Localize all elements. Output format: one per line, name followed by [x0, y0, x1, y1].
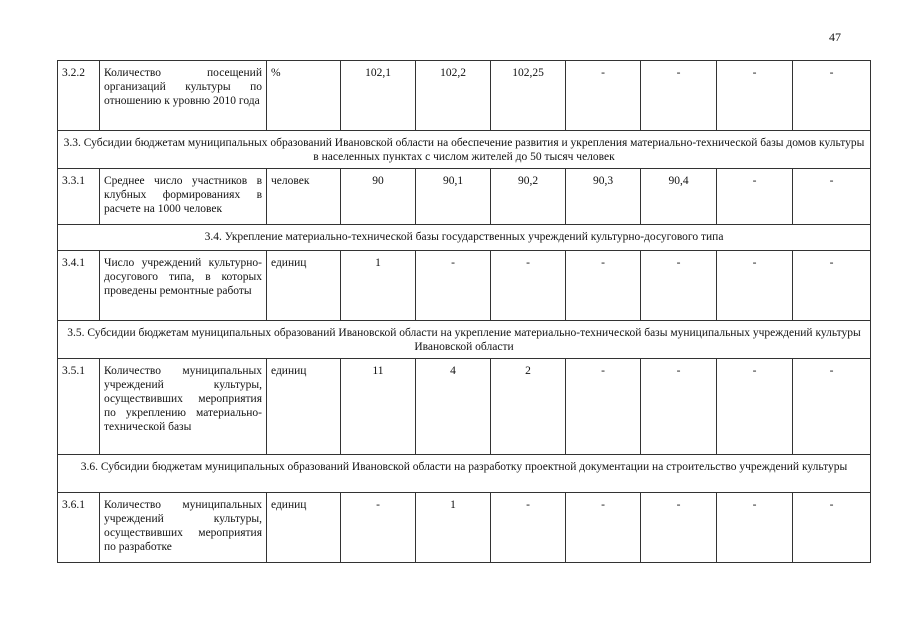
value-cell: - [341, 493, 416, 563]
unit-cell: единиц [267, 493, 341, 563]
indicator-name: Количество муниципальных учреждений культуры, осуществивших мероприятия по разработке [100, 493, 267, 563]
indicator-name: Среднее число участников в клубных формированиях в расчете на 1000 человек [100, 169, 267, 225]
indicators-table [57, 60, 871, 563]
section-header-row [58, 321, 871, 359]
row-number: 3.2.2 [58, 61, 100, 131]
section-header-row [58, 455, 871, 493]
value-cell: 1 [416, 493, 491, 563]
value-cell: - [491, 251, 566, 321]
value-cell: 102,2 [416, 61, 491, 131]
row-number: 3.6.1 [58, 493, 100, 563]
unit-cell: % [267, 61, 341, 131]
section-title: 3.5. Субсидии бюджетам муниципальных образований Ивановской области на укрепление материально-технической базы муниципальных учреждений культуры Ивановской области [58, 321, 871, 359]
value-cell: - [566, 493, 641, 563]
value-cell: 2 [491, 359, 566, 455]
value-cell: 1 [341, 251, 416, 321]
value-cell: - [641, 61, 717, 131]
unit-cell: единиц [267, 359, 341, 455]
value-cell: - [717, 359, 793, 455]
table-row [58, 169, 871, 225]
section-header-row [58, 225, 871, 251]
section-header-row [58, 131, 871, 169]
value-cell: 90,3 [566, 169, 641, 225]
value-cell: - [717, 61, 793, 131]
table-row [58, 61, 871, 131]
value-cell: - [491, 493, 566, 563]
table-row [58, 359, 871, 455]
value-cell: - [793, 359, 871, 455]
row-number: 3.3.1 [58, 169, 100, 225]
value-cell: 102,1 [341, 61, 416, 131]
value-cell: 90,2 [491, 169, 566, 225]
row-number: 3.4.1 [58, 251, 100, 321]
value-cell: - [793, 169, 871, 225]
value-cell: - [641, 251, 717, 321]
table-row [58, 493, 871, 563]
value-cell: - [793, 61, 871, 131]
value-cell: 4 [416, 359, 491, 455]
value-cell: - [793, 251, 871, 321]
value-cell: - [717, 493, 793, 563]
value-cell: 102,25 [491, 61, 566, 131]
section-title: 3.3. Субсидии бюджетам муниципальных образований Ивановской области на обеспечение развития и укрепления материально-технической базы домов культуры в населенных пунктах с числом жителей до 50 тысяч человек [58, 131, 871, 169]
value-cell: - [566, 61, 641, 131]
page-number: 47 [829, 30, 841, 44]
value-cell: - [717, 251, 793, 321]
indicator-name: Число учреждений культурно-досугового типа, в которых проведены ремонтные работы [100, 251, 267, 321]
value-cell: - [641, 359, 717, 455]
section-title: 3.6. Субсидии бюджетам муниципальных образований Ивановской области на разработку проектной документации на строительство учреждений культуры [58, 455, 871, 493]
value-cell: 11 [341, 359, 416, 455]
section-title: 3.4. Укрепление материально-технической базы государственных учреждений культурно-досугового типа [58, 225, 871, 251]
value-cell: - [641, 493, 717, 563]
unit-cell: единиц [267, 251, 341, 321]
value-cell: 90 [341, 169, 416, 225]
value-cell: 90,1 [416, 169, 491, 225]
row-number: 3.5.1 [58, 359, 100, 455]
table-row [58, 251, 871, 321]
indicator-name: Количество муниципальных учреждений культуры, осуществивших мероприятия по укреплению материально-технической базы [100, 359, 267, 455]
value-cell: - [416, 251, 491, 321]
value-cell: - [793, 493, 871, 563]
indicator-name: Количество посещений организаций культуры по отношению к уровню 2010 года [100, 61, 267, 131]
value-cell: - [566, 251, 641, 321]
value-cell: - [566, 359, 641, 455]
value-cell: - [717, 169, 793, 225]
unit-cell: человек [267, 169, 341, 225]
value-cell: 90,4 [641, 169, 717, 225]
